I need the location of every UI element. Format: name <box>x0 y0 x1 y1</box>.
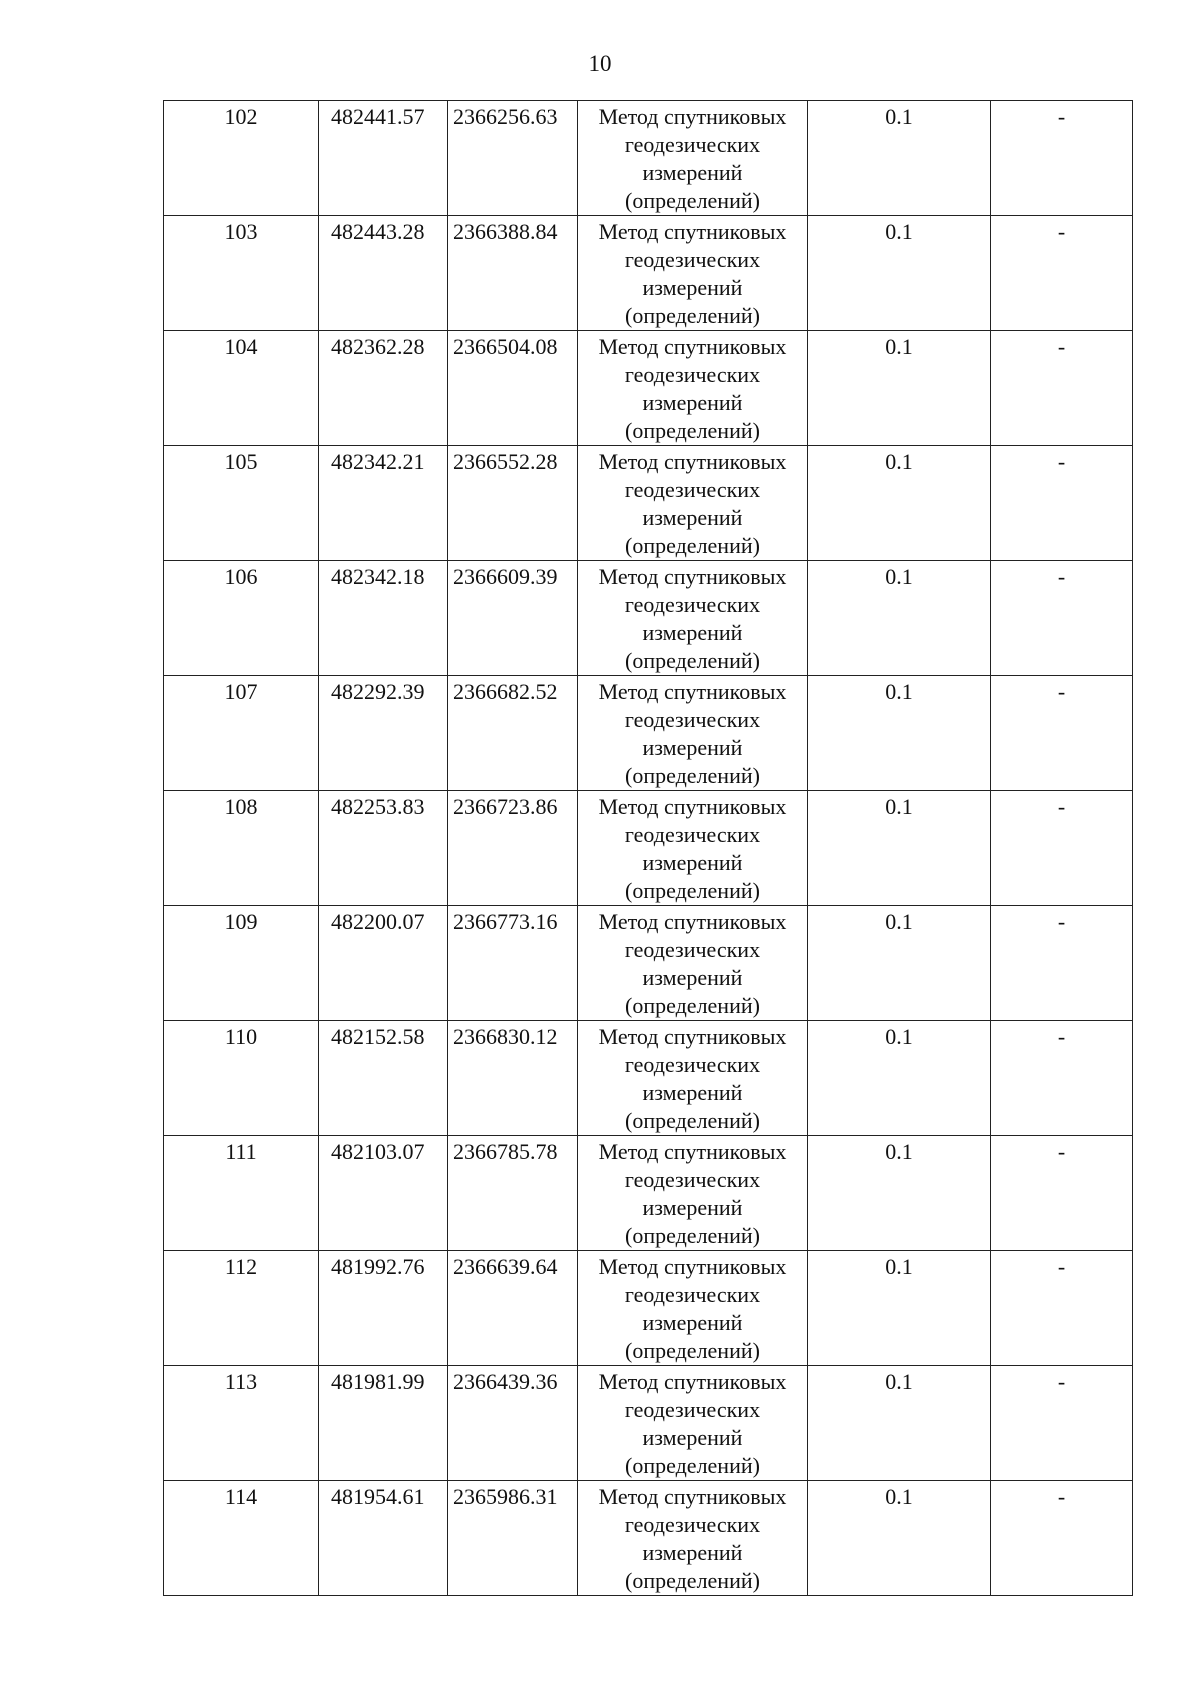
point-number-cell: 104 <box>164 331 319 446</box>
x-coordinate-cell: 482103.07 <box>319 1136 448 1251</box>
x-coordinate-cell: 482253.83 <box>319 791 448 906</box>
accuracy-cell: 0.1 <box>808 446 991 561</box>
point-number-cell: 107 <box>164 676 319 791</box>
table-row <box>164 906 1133 1021</box>
note-cell: - <box>991 1136 1133 1251</box>
note-cell: - <box>991 331 1133 446</box>
table-row <box>164 331 1133 446</box>
point-number-cell: 108 <box>164 791 319 906</box>
accuracy-cell: 0.1 <box>808 906 991 1021</box>
method-cell: Метод спутниковых геодезических измерений (определений) <box>578 1251 808 1366</box>
y-coordinate-cell: 2366830.12 <box>448 1021 578 1136</box>
accuracy-cell: 0.1 <box>808 1481 991 1596</box>
accuracy-cell: 0.1 <box>808 561 991 676</box>
method-cell: Метод спутниковых геодезических измерений (определений) <box>578 906 808 1021</box>
table-row <box>164 101 1133 216</box>
accuracy-cell: 0.1 <box>808 216 991 331</box>
x-coordinate-cell: 482441.57 <box>319 101 448 216</box>
table-row <box>164 1136 1133 1251</box>
note-cell: - <box>991 1481 1133 1596</box>
y-coordinate-cell: 2366723.86 <box>448 791 578 906</box>
note-cell: - <box>991 1251 1133 1366</box>
coordinates-table-body <box>164 101 1133 1596</box>
point-number-cell: 114 <box>164 1481 319 1596</box>
note-cell: - <box>991 216 1133 331</box>
method-cell: Метод спутниковых геодезических измерений (определений) <box>578 676 808 791</box>
table-row <box>164 676 1133 791</box>
method-cell: Метод спутниковых геодезических измерений (определений) <box>578 561 808 676</box>
y-coordinate-cell: 2366682.52 <box>448 676 578 791</box>
accuracy-cell: 0.1 <box>808 101 991 216</box>
accuracy-cell: 0.1 <box>808 676 991 791</box>
method-cell: Метод спутниковых геодезических измерений (определений) <box>578 101 808 216</box>
y-coordinate-cell: 2366639.64 <box>448 1251 578 1366</box>
method-cell: Метод спутниковых геодезических измерений (определений) <box>578 1021 808 1136</box>
point-number-cell: 110 <box>164 1021 319 1136</box>
x-coordinate-cell: 482362.28 <box>319 331 448 446</box>
note-cell: - <box>991 676 1133 791</box>
table-row <box>164 446 1133 561</box>
accuracy-cell: 0.1 <box>808 1366 991 1481</box>
table-row <box>164 1366 1133 1481</box>
x-coordinate-cell: 481992.76 <box>319 1251 448 1366</box>
point-number-cell: 113 <box>164 1366 319 1481</box>
y-coordinate-cell: 2366609.39 <box>448 561 578 676</box>
accuracy-cell: 0.1 <box>808 331 991 446</box>
point-number-cell: 102 <box>164 101 319 216</box>
note-cell: - <box>991 1021 1133 1136</box>
method-cell: Метод спутниковых геодезических измерений (определений) <box>578 1136 808 1251</box>
point-number-cell: 105 <box>164 446 319 561</box>
note-cell: - <box>991 906 1133 1021</box>
method-cell: Метод спутниковых геодезических измерений (определений) <box>578 331 808 446</box>
note-cell: - <box>991 446 1133 561</box>
table-row <box>164 1251 1133 1366</box>
y-coordinate-cell: 2365986.31 <box>448 1481 578 1596</box>
x-coordinate-cell: 481981.99 <box>319 1366 448 1481</box>
method-cell: Метод спутниковых геодезических измерений (определений) <box>578 1366 808 1481</box>
note-cell: - <box>991 791 1133 906</box>
y-coordinate-cell: 2366388.84 <box>448 216 578 331</box>
y-coordinate-cell: 2366785.78 <box>448 1136 578 1251</box>
y-coordinate-cell: 2366504.08 <box>448 331 578 446</box>
table-row <box>164 1021 1133 1136</box>
y-coordinate-cell: 2366773.16 <box>448 906 578 1021</box>
accuracy-cell: 0.1 <box>808 1136 991 1251</box>
x-coordinate-cell: 482342.18 <box>319 561 448 676</box>
table-row <box>164 791 1133 906</box>
page-number: 10 <box>588 51 612 76</box>
accuracy-cell: 0.1 <box>808 791 991 906</box>
point-number-cell: 112 <box>164 1251 319 1366</box>
accuracy-cell: 0.1 <box>808 1021 991 1136</box>
note-cell: - <box>991 561 1133 676</box>
table-row <box>164 1481 1133 1596</box>
method-cell: Метод спутниковых геодезических измерений (определений) <box>578 1481 808 1596</box>
table-row <box>164 216 1133 331</box>
y-coordinate-cell: 2366439.36 <box>448 1366 578 1481</box>
x-coordinate-cell: 481954.61 <box>319 1481 448 1596</box>
table-row <box>164 561 1133 676</box>
x-coordinate-cell: 482443.28 <box>319 216 448 331</box>
point-number-cell: 111 <box>164 1136 319 1251</box>
point-number-cell: 109 <box>164 906 319 1021</box>
note-cell: - <box>991 101 1133 216</box>
y-coordinate-cell: 2366552.28 <box>448 446 578 561</box>
x-coordinate-cell: 482292.39 <box>319 676 448 791</box>
method-cell: Метод спутниковых геодезических измерений (определений) <box>578 791 808 906</box>
method-cell: Метод спутниковых геодезических измерений (определений) <box>578 216 808 331</box>
method-cell: Метод спутниковых геодезических измерений (определений) <box>578 446 808 561</box>
note-cell: - <box>991 1366 1133 1481</box>
point-number-cell: 103 <box>164 216 319 331</box>
x-coordinate-cell: 482200.07 <box>319 906 448 1021</box>
coordinates-table <box>163 100 1133 1596</box>
point-number-cell: 106 <box>164 561 319 676</box>
accuracy-cell: 0.1 <box>808 1251 991 1366</box>
y-coordinate-cell: 2366256.63 <box>448 101 578 216</box>
x-coordinate-cell: 482342.21 <box>319 446 448 561</box>
x-coordinate-cell: 482152.58 <box>319 1021 448 1136</box>
